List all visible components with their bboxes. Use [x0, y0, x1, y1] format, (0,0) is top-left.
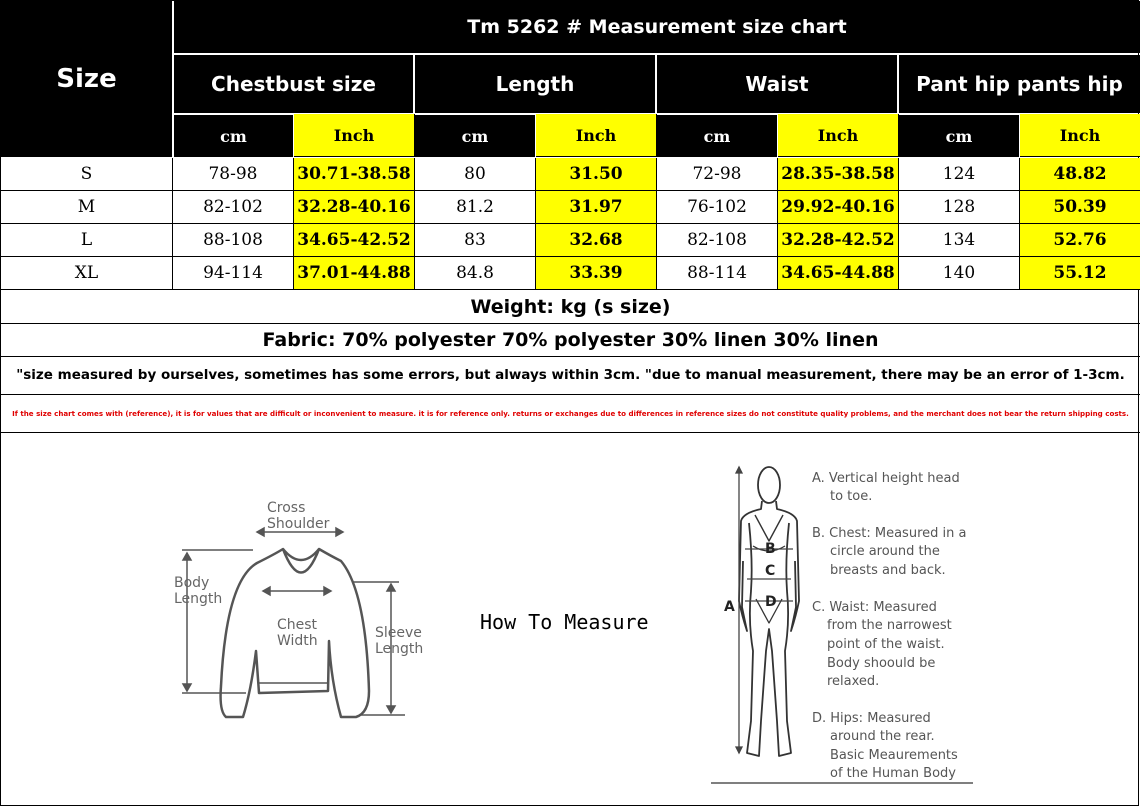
- table-cell: 82-102: [173, 191, 294, 224]
- body-notes: [812, 471, 966, 781]
- size-label-l: L: [1, 224, 173, 257]
- chest-width-label: Width: [277, 633, 318, 649]
- table-cell: 32.28-42.52: [778, 224, 899, 257]
- unit-inch-length: Inch: [536, 114, 657, 157]
- table-cell: 28.35-38.58: [778, 158, 899, 191]
- table-cell: 72-98: [657, 158, 778, 191]
- table-cell: 80: [415, 158, 536, 191]
- sleeve-length-label: Sleeve: [375, 625, 422, 641]
- table-cell: 76-102: [657, 191, 778, 224]
- note-d: D. Hips: Measured: [812, 711, 931, 726]
- table-cell: 48.82: [1020, 158, 1140, 191]
- table-cell: 33.39: [536, 257, 657, 290]
- body-figure: [739, 467, 799, 756]
- note-b: breasts and back.: [830, 563, 946, 578]
- unit-cm-chest: cm: [174, 115, 293, 157]
- cross-shoulder-label: Cross: [267, 500, 306, 516]
- table-cell: 140: [899, 257, 1020, 290]
- note-d: Basic Meaurements: [830, 748, 958, 763]
- unit-inch-waist: Inch: [778, 114, 899, 157]
- note-d: around the rear.: [830, 729, 935, 744]
- group-header-length: Length: [415, 55, 655, 113]
- table-cell: 128: [899, 191, 1020, 224]
- measurement-note-row: "size measured by ourselves, sometimes has some errors, but always within 3cm. "due to manual measurement, there may be an error of 1-3cm.: [1, 356, 1140, 395]
- sweater-labels: [174, 500, 423, 657]
- body-length-label: Length: [174, 591, 223, 607]
- unit-inch-hip: Inch: [1020, 114, 1140, 157]
- table-cell: 83: [415, 224, 536, 257]
- chart-title: Tm 5262 # Measurement size chart: [174, 1, 1140, 53]
- sleeve-length-label: Length: [375, 641, 424, 657]
- size-label-s: S: [1, 158, 173, 191]
- table-cell: 31.50: [536, 158, 657, 191]
- table-cell: 88-108: [173, 224, 294, 257]
- size-label-m: M: [1, 191, 173, 224]
- note-b: circle around the: [830, 544, 940, 559]
- size-label-xl: XL: [1, 257, 173, 290]
- unit-cm-length: cm: [415, 115, 535, 157]
- table-cell: 32.28-40.16: [294, 191, 415, 224]
- chest-width-label: Chest: [277, 617, 318, 633]
- table-cell: 30.71-38.58: [294, 158, 415, 191]
- disclaimer-row: If the size chart comes with (reference), it is for values that are difficult or inconvenient to measure. it is for reference only. returns or exchanges due to differences in reference sizes do not constitute quality problems, and the merchant does not bear the return shipping costs.: [1, 394, 1140, 433]
- table-cell: 50.39: [1020, 191, 1140, 224]
- letter-a: A: [724, 599, 735, 615]
- letter-c: C: [765, 563, 776, 579]
- table-cell: 82-108: [657, 224, 778, 257]
- note-a: A. Vertical height head: [812, 471, 960, 486]
- table-cell: 34.65-42.52: [294, 224, 415, 257]
- note-c: C. Waist: Measured: [812, 600, 937, 615]
- unit-inch-chest: Inch: [294, 114, 415, 157]
- group-header-pant-hip: Pant hip pants hip: [899, 55, 1140, 113]
- body-length-label: Body: [174, 575, 210, 591]
- table-cell: 37.01-44.88: [294, 257, 415, 290]
- note-a: to toe.: [830, 489, 873, 504]
- weight-row: Weight: kg (s size): [1, 290, 1140, 324]
- cross-shoulder-label: Shoulder: [267, 516, 330, 532]
- letter-d: D: [765, 594, 777, 610]
- table-cell: 81.2: [415, 191, 536, 224]
- note-c: from the narrowest: [827, 618, 952, 633]
- unit-cm-hip: cm: [899, 115, 1019, 157]
- table-cell: 84.8: [415, 257, 536, 290]
- note-c: point of the waist.: [827, 637, 945, 652]
- group-header-chestbust: Chestbust size: [174, 55, 413, 113]
- table-cell: 55.12: [1020, 257, 1140, 290]
- table-cell: 34.65-44.88: [778, 257, 899, 290]
- size-header: Size: [1, 1, 172, 157]
- note-d: of the Human Body: [830, 766, 956, 781]
- table-cell: 88-114: [657, 257, 778, 290]
- table-cell: 31.97: [536, 191, 657, 224]
- note-b: B. Chest: Measured in a: [812, 526, 967, 541]
- table-cell: 78-98: [173, 158, 294, 191]
- note-c: relaxed.: [827, 674, 880, 689]
- letter-b: B: [765, 541, 776, 557]
- fabric-row: Fabric: 70% polyester 70% polyester 30% linen 30% linen: [1, 323, 1140, 357]
- table-cell: 32.68: [536, 224, 657, 257]
- unit-cm-waist: cm: [657, 115, 777, 157]
- table-cell: 134: [899, 224, 1020, 257]
- how-to-measure-diagram: [1, 433, 1140, 807]
- table-cell: 29.92-40.16: [778, 191, 899, 224]
- note-c: Body shoould be: [827, 656, 936, 671]
- table-cell: 124: [899, 158, 1020, 191]
- how-to-measure-title: How To Measure: [480, 610, 649, 634]
- table-cell: 52.76: [1020, 224, 1140, 257]
- group-header-waist: Waist: [657, 55, 897, 113]
- body-measure-lines: [736, 467, 793, 753]
- table-cell: 94-114: [173, 257, 294, 290]
